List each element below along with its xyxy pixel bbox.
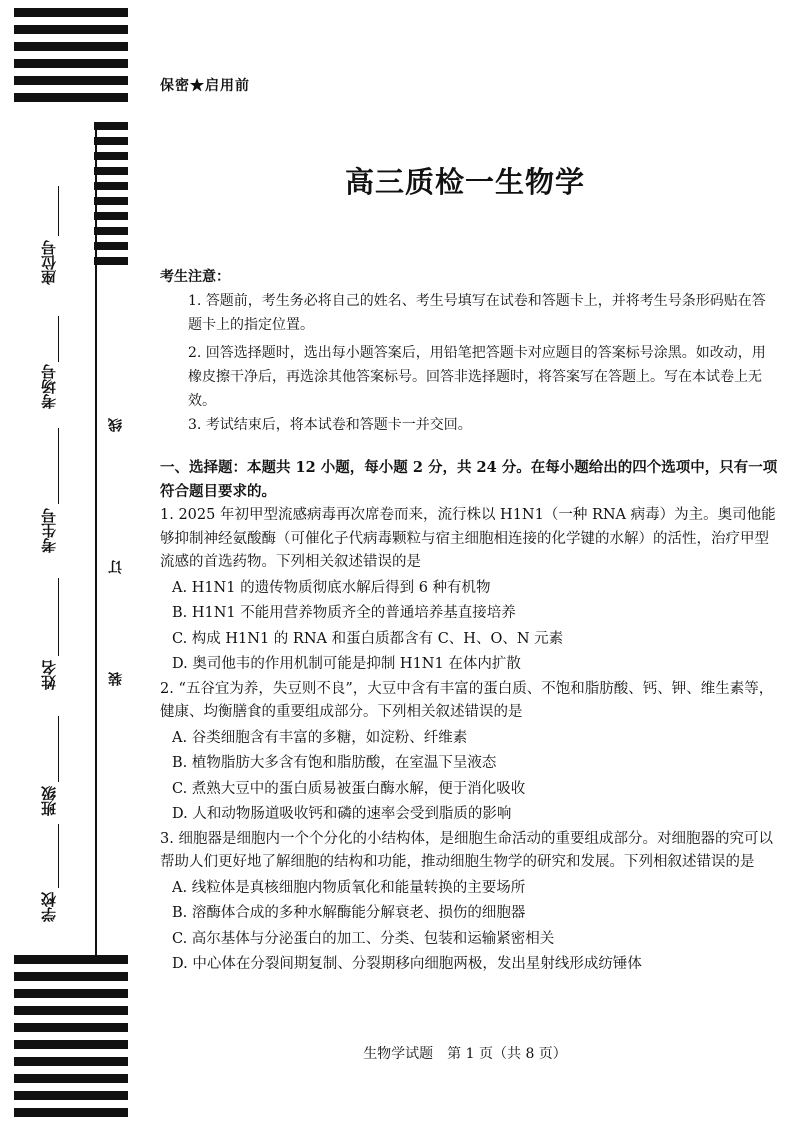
page-title: 高三质检一生物学 (344, 165, 585, 199)
notice-item: 3. 考试结束后，将本试卷和答题卡一并交回。 (188, 417, 472, 433)
stripe-bar (94, 137, 128, 145)
school-label: 学校 (40, 892, 58, 922)
notice-item: 2. 回答选择题时，选出每小题答案后，用铅笔把答题卡对应题目的答案标号涂黑。如改动，用橡皮擦干净后，再选涂其他答案标号。回答非选择题时，将答案写在答题上。写在本试卷上无效。 (188, 345, 766, 409)
stripe-bar (94, 257, 128, 265)
stripe-bar (14, 1074, 128, 1083)
stripe-bar (94, 242, 128, 250)
stripe-bar (14, 989, 128, 998)
stripe-bar (14, 93, 128, 102)
notice-heading: 考生注意： (160, 269, 230, 285)
option-a[interactable]: A. H1N1 的遗传物质彻底水解后得到 6 种有机物 (172, 579, 491, 596)
option-c[interactable]: C. 构成 H1N1 的 RNA 和蛋白质都含有 C、H、O、N 元素 (172, 630, 564, 647)
stripe-bar (14, 1108, 128, 1117)
stripe-bar (14, 8, 128, 17)
stripe-bar (14, 1091, 128, 1100)
seal-bind-char: 订 (108, 560, 124, 574)
seat-number-label: 座位号 (40, 240, 58, 285)
option-b[interactable]: B. 溶酶体合成的多种水解酶能分解衰老、损伤的细胞器 (172, 905, 526, 921)
exam-room-field[interactable] (58, 316, 59, 362)
option-b[interactable]: B. 植物脂肪大多含有饱和脂肪酸，在室温下呈液态 (172, 755, 497, 771)
question-2 (160, 678, 782, 827)
stripe-bar (94, 152, 128, 160)
option-d[interactable]: D. 人和动物肠道吸收钙和磷的速率会受到脂质的影响 (172, 806, 512, 822)
binding-line (95, 125, 97, 955)
question-stem: 3. 细胞器是细胞内一个个分化的小结构体，是细胞生命活动的重要组成部分。对细胞器的究可以帮助人们更好地了解细胞的结构和功能，推动细胞生物学的研究和发展。下列相叙述错误的是 (160, 830, 773, 870)
question-stem: 1. 2025 年初甲型流感病毒再次席卷而来，流行株以 H1N1（一种 RNA 病毒）为主。奥司他能够抑制神经氨酸酶（可催化子代病毒颗粒与宿主细胞相连接的化学键的水解）的活性，治疗甲型流感的首选药物。下列相关叙述错误的是 (160, 507, 776, 570)
stripe-bar (14, 955, 128, 964)
option-d[interactable]: D. 中心体在分裂间期复制、分裂期移向细胞两极，发出星射线形成纺锤体 (172, 956, 642, 972)
section-heading: 一、选择题：本题共 12 小题，每小题 2 分，共 24 分。在每小题给出的四个选项中，只有一项符合题目要求的。 (160, 459, 778, 500)
name-field[interactable] (58, 578, 59, 656)
question-stem: 2. “五谷宜为养，失豆则不良”，大豆中含有丰富的蛋白质、不饱和脂肪酸、钙、钾、维生素等，健康、均衡膳食的重要组成部分。下列相关叙述错误的是 (160, 680, 774, 720)
option-c[interactable]: C. 煮熟大豆中的蛋白质易被蛋白酶水解，便于消化吸收 (172, 780, 526, 797)
question-section (160, 456, 782, 977)
class-label: 班级 (40, 786, 58, 816)
stripe-bar (14, 25, 128, 34)
stripe-bar (94, 227, 128, 235)
question-1 (160, 504, 782, 677)
option-a[interactable]: A. 线粒体是真核细胞内物质氧化和能量转换的主要场所 (172, 879, 526, 896)
candidate-number-label: 考生号 (40, 508, 58, 553)
page-footer: 生物学试题 第 1 页（共 8 页） (363, 1046, 567, 1062)
option-c[interactable]: C. 高尔基体与分泌蛋白的加工、分类、包装和运输紧密相关 (172, 930, 555, 947)
name-label: 姓名 (40, 660, 58, 690)
stripe-bar (14, 76, 128, 85)
confidential-label: 保密★启用前 (160, 78, 250, 94)
seal-mount-char: 装 (108, 672, 124, 686)
stripe-bar (14, 59, 128, 68)
stripe-bar (14, 42, 128, 51)
seal-line-char: 线 (108, 418, 124, 432)
exam-room-label: 考场号 (40, 364, 58, 409)
option-a[interactable]: A. 谷类细胞含有丰富的多糖，如淀粉、纤维素 (172, 729, 468, 746)
stripe-bar (94, 122, 128, 130)
stripe-bar (14, 1023, 128, 1032)
option-d[interactable]: D. 奥司他韦的作用机制可能是抑制 H1N1 在体内扩散 (172, 656, 521, 672)
class-field[interactable] (58, 716, 59, 782)
stripe-bar (14, 972, 128, 981)
notice-item: 1. 答题前，考生务必将自己的姓名、考生号填写在试卷和答题卡上，并将考生号条形码贴在答题卡上的指定位置。 (188, 293, 766, 333)
question-3 (160, 828, 782, 977)
stripe-bar (14, 1006, 128, 1015)
stripe-bar (94, 212, 128, 220)
candidate-number-field[interactable] (58, 428, 59, 504)
option-b[interactable]: B. H1N1 不能用营养物质齐全的普通培养基直接培养 (172, 605, 516, 621)
school-field[interactable] (58, 824, 59, 888)
